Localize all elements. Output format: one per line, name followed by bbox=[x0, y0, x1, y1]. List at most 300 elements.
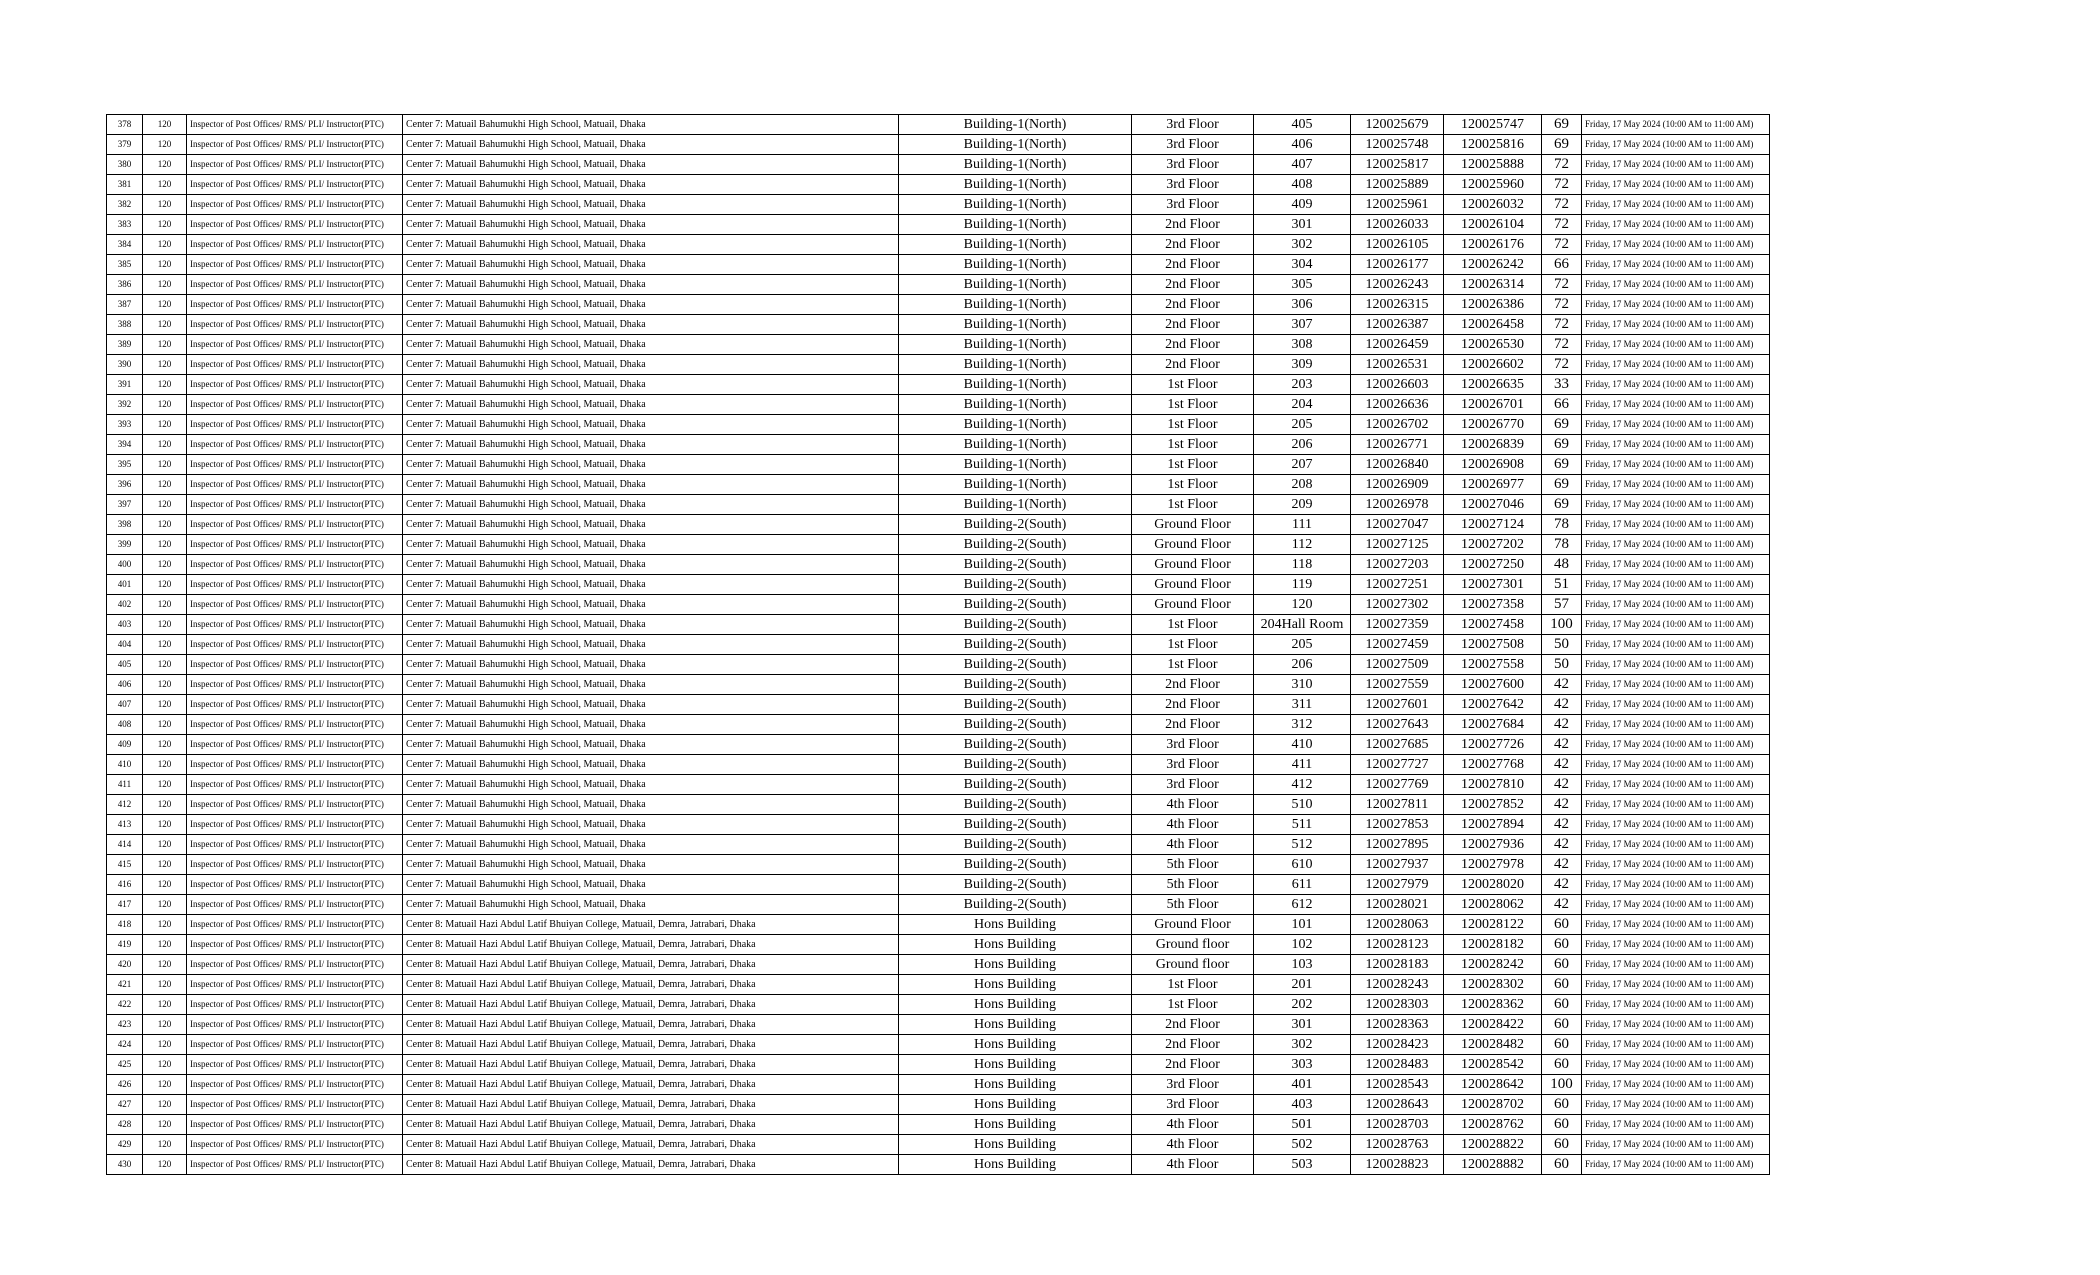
floor-cell: Ground floor bbox=[1132, 935, 1254, 955]
roll-from-cell: 120026243 bbox=[1351, 275, 1444, 295]
total-cell: 42 bbox=[1542, 735, 1582, 755]
post-code-cell: 120 bbox=[143, 1055, 187, 1075]
post-code-cell: 120 bbox=[143, 675, 187, 695]
floor-cell: 2nd Floor bbox=[1132, 1055, 1254, 1075]
post-code-cell: 120 bbox=[143, 615, 187, 635]
serial-cell: 414 bbox=[107, 835, 143, 855]
room-cell: 102 bbox=[1254, 935, 1351, 955]
room-cell: 209 bbox=[1254, 495, 1351, 515]
post-name-cell: Inspector of Post Offices/ RMS/ PLI/ Instructor(PTC) bbox=[187, 435, 403, 455]
total-cell: 60 bbox=[1542, 1035, 1582, 1055]
table-row bbox=[107, 555, 1770, 575]
building-cell: Building-2(South) bbox=[899, 655, 1132, 675]
floor-cell: Ground Floor bbox=[1132, 915, 1254, 935]
post-name-cell: Inspector of Post Offices/ RMS/ PLI/ Instructor(PTC) bbox=[187, 175, 403, 195]
roll-from-cell: 120028363 bbox=[1351, 1015, 1444, 1035]
total-cell: 60 bbox=[1542, 995, 1582, 1015]
roll-from-cell: 120028763 bbox=[1351, 1135, 1444, 1155]
room-cell: 407 bbox=[1254, 155, 1351, 175]
building-cell: Building-1(North) bbox=[899, 195, 1132, 215]
total-cell: 60 bbox=[1542, 1015, 1582, 1035]
roll-from-cell: 120028123 bbox=[1351, 935, 1444, 955]
table-row bbox=[107, 735, 1770, 755]
table-row bbox=[107, 175, 1770, 195]
roll-to-cell: 120027978 bbox=[1444, 855, 1542, 875]
table-row bbox=[107, 775, 1770, 795]
total-cell: 72 bbox=[1542, 275, 1582, 295]
post-name-cell: Inspector of Post Offices/ RMS/ PLI/ Instructor(PTC) bbox=[187, 615, 403, 635]
table-row bbox=[107, 895, 1770, 915]
post-name-cell: Inspector of Post Offices/ RMS/ PLI/ Instructor(PTC) bbox=[187, 515, 403, 535]
exam-center-cell: Center 7: Matuail Bahumukhi High School, Matuail, Dhaka bbox=[403, 895, 899, 915]
total-cell: 69 bbox=[1542, 415, 1582, 435]
table-row bbox=[107, 635, 1770, 655]
building-cell: Building-2(South) bbox=[899, 515, 1132, 535]
roll-to-cell: 120028182 bbox=[1444, 935, 1542, 955]
post-name-cell: Inspector of Post Offices/ RMS/ PLI/ Instructor(PTC) bbox=[187, 355, 403, 375]
floor-cell: 2nd Floor bbox=[1132, 715, 1254, 735]
room-cell: 101 bbox=[1254, 915, 1351, 935]
roll-to-cell: 120026458 bbox=[1444, 315, 1542, 335]
roll-to-cell: 120028242 bbox=[1444, 955, 1542, 975]
exam-date-cell: Friday, 17 May 2024 (10:00 AM to 11:00 AM) bbox=[1582, 1075, 1770, 1095]
serial-cell: 424 bbox=[107, 1035, 143, 1055]
exam-date-cell: Friday, 17 May 2024 (10:00 AM to 11:00 AM) bbox=[1582, 275, 1770, 295]
exam-center-cell: Center 7: Matuail Bahumukhi High School, Matuail, Dhaka bbox=[403, 775, 899, 795]
total-cell: 42 bbox=[1542, 675, 1582, 695]
roll-from-cell: 120026771 bbox=[1351, 435, 1444, 455]
floor-cell: 2nd Floor bbox=[1132, 295, 1254, 315]
building-cell: Hons Building bbox=[899, 1115, 1132, 1135]
post-name-cell: Inspector of Post Offices/ RMS/ PLI/ Instructor(PTC) bbox=[187, 675, 403, 695]
total-cell: 100 bbox=[1542, 615, 1582, 635]
building-cell: Building-2(South) bbox=[899, 635, 1132, 655]
exam-center-cell: Center 8: Matuail Hazi Abdul Latif Bhuiyan College, Matuail, Demra, Jatrabari, Dhaka bbox=[403, 955, 899, 975]
serial-cell: 396 bbox=[107, 475, 143, 495]
exam-center-cell: Center 7: Matuail Bahumukhi High School, Matuail, Dhaka bbox=[403, 875, 899, 895]
post-name-cell: Inspector of Post Offices/ RMS/ PLI/ Instructor(PTC) bbox=[187, 235, 403, 255]
table-row bbox=[107, 815, 1770, 835]
total-cell: 60 bbox=[1542, 915, 1582, 935]
room-cell: 112 bbox=[1254, 535, 1351, 555]
floor-cell: Ground Floor bbox=[1132, 595, 1254, 615]
roll-from-cell: 120026531 bbox=[1351, 355, 1444, 375]
exam-date-cell: Friday, 17 May 2024 (10:00 AM to 11:00 AM) bbox=[1582, 315, 1770, 335]
table-row bbox=[107, 235, 1770, 255]
serial-cell: 407 bbox=[107, 695, 143, 715]
total-cell: 60 bbox=[1542, 1115, 1582, 1135]
table-row bbox=[107, 415, 1770, 435]
floor-cell: 2nd Floor bbox=[1132, 1035, 1254, 1055]
room-cell: 302 bbox=[1254, 1035, 1351, 1055]
post-name-cell: Inspector of Post Offices/ RMS/ PLI/ Instructor(PTC) bbox=[187, 755, 403, 775]
post-name-cell: Inspector of Post Offices/ RMS/ PLI/ Instructor(PTC) bbox=[187, 875, 403, 895]
serial-cell: 404 bbox=[107, 635, 143, 655]
table-row bbox=[107, 755, 1770, 775]
total-cell: 57 bbox=[1542, 595, 1582, 615]
room-cell: 202 bbox=[1254, 995, 1351, 1015]
roll-to-cell: 120027358 bbox=[1444, 595, 1542, 615]
room-cell: 409 bbox=[1254, 195, 1351, 215]
exam-date-cell: Friday, 17 May 2024 (10:00 AM to 11:00 AM) bbox=[1582, 835, 1770, 855]
building-cell: Building-2(South) bbox=[899, 535, 1132, 555]
exam-date-cell: Friday, 17 May 2024 (10:00 AM to 11:00 AM) bbox=[1582, 1035, 1770, 1055]
post-name-cell: Inspector of Post Offices/ RMS/ PLI/ Instructor(PTC) bbox=[187, 415, 403, 435]
total-cell: 48 bbox=[1542, 555, 1582, 575]
floor-cell: 5th Floor bbox=[1132, 855, 1254, 875]
roll-to-cell: 120026770 bbox=[1444, 415, 1542, 435]
room-cell: 118 bbox=[1254, 555, 1351, 575]
total-cell: 69 bbox=[1542, 475, 1582, 495]
roll-from-cell: 120025748 bbox=[1351, 135, 1444, 155]
building-cell: Hons Building bbox=[899, 1055, 1132, 1075]
table-row bbox=[107, 975, 1770, 995]
exam-center-cell: Center 8: Matuail Hazi Abdul Latif Bhuiyan College, Matuail, Demra, Jatrabari, Dhaka bbox=[403, 1095, 899, 1115]
exam-center-cell: Center 7: Matuail Bahumukhi High School, Matuail, Dhaka bbox=[403, 795, 899, 815]
floor-cell: 2nd Floor bbox=[1132, 215, 1254, 235]
roll-to-cell: 120027124 bbox=[1444, 515, 1542, 535]
building-cell: Building-2(South) bbox=[899, 575, 1132, 595]
serial-cell: 390 bbox=[107, 355, 143, 375]
floor-cell: 4th Floor bbox=[1132, 835, 1254, 855]
roll-to-cell: 120028122 bbox=[1444, 915, 1542, 935]
exam-date-cell: Friday, 17 May 2024 (10:00 AM to 11:00 AM) bbox=[1582, 515, 1770, 535]
serial-cell: 416 bbox=[107, 875, 143, 895]
post-name-cell: Inspector of Post Offices/ RMS/ PLI/ Instructor(PTC) bbox=[187, 555, 403, 575]
room-cell: 203 bbox=[1254, 375, 1351, 395]
floor-cell: 4th Floor bbox=[1132, 1155, 1254, 1175]
table-row bbox=[107, 295, 1770, 315]
table-row bbox=[107, 575, 1770, 595]
floor-cell: Ground Floor bbox=[1132, 515, 1254, 535]
exam-date-cell: Friday, 17 May 2024 (10:00 AM to 11:00 AM) bbox=[1582, 855, 1770, 875]
roll-to-cell: 120026635 bbox=[1444, 375, 1542, 395]
post-name-cell: Inspector of Post Offices/ RMS/ PLI/ Instructor(PTC) bbox=[187, 895, 403, 915]
floor-cell: 1st Floor bbox=[1132, 455, 1254, 475]
serial-cell: 381 bbox=[107, 175, 143, 195]
total-cell: 72 bbox=[1542, 335, 1582, 355]
roll-to-cell: 120027894 bbox=[1444, 815, 1542, 835]
table-row bbox=[107, 855, 1770, 875]
room-cell: 401 bbox=[1254, 1075, 1351, 1095]
exam-date-cell: Friday, 17 May 2024 (10:00 AM to 11:00 AM) bbox=[1582, 535, 1770, 555]
floor-cell: 3rd Floor bbox=[1132, 735, 1254, 755]
exam-center-cell: Center 8: Matuail Hazi Abdul Latif Bhuiyan College, Matuail, Demra, Jatrabari, Dhaka bbox=[403, 935, 899, 955]
roll-from-cell: 120026702 bbox=[1351, 415, 1444, 435]
exam-center-cell: Center 7: Matuail Bahumukhi High School, Matuail, Dhaka bbox=[403, 375, 899, 395]
roll-to-cell: 120025960 bbox=[1444, 175, 1542, 195]
building-cell: Building-2(South) bbox=[899, 895, 1132, 915]
roll-to-cell: 120025747 bbox=[1444, 115, 1542, 135]
room-cell: 309 bbox=[1254, 355, 1351, 375]
post-code-cell: 120 bbox=[143, 215, 187, 235]
table-row bbox=[107, 515, 1770, 535]
post-name-cell: Inspector of Post Offices/ RMS/ PLI/ Instructor(PTC) bbox=[187, 335, 403, 355]
exam-center-cell: Center 8: Matuail Hazi Abdul Latif Bhuiyan College, Matuail, Demra, Jatrabari, Dhaka bbox=[403, 1135, 899, 1155]
roll-to-cell: 120027250 bbox=[1444, 555, 1542, 575]
room-cell: 610 bbox=[1254, 855, 1351, 875]
total-cell: 42 bbox=[1542, 775, 1582, 795]
post-name-cell: Inspector of Post Offices/ RMS/ PLI/ Instructor(PTC) bbox=[187, 595, 403, 615]
table-row bbox=[107, 715, 1770, 735]
post-name-cell: Inspector of Post Offices/ RMS/ PLI/ Instructor(PTC) bbox=[187, 995, 403, 1015]
post-name-cell: Inspector of Post Offices/ RMS/ PLI/ Instructor(PTC) bbox=[187, 455, 403, 475]
room-cell: 502 bbox=[1254, 1135, 1351, 1155]
floor-cell: Ground Floor bbox=[1132, 575, 1254, 595]
room-cell: 306 bbox=[1254, 295, 1351, 315]
building-cell: Building-2(South) bbox=[899, 675, 1132, 695]
roll-from-cell: 120028643 bbox=[1351, 1095, 1444, 1115]
roll-to-cell: 120026314 bbox=[1444, 275, 1542, 295]
exam-date-cell: Friday, 17 May 2024 (10:00 AM to 11:00 AM) bbox=[1582, 1155, 1770, 1175]
room-cell: 410 bbox=[1254, 735, 1351, 755]
post-name-cell: Inspector of Post Offices/ RMS/ PLI/ Instructor(PTC) bbox=[187, 275, 403, 295]
room-cell: 308 bbox=[1254, 335, 1351, 355]
building-cell: Building-2(South) bbox=[899, 715, 1132, 735]
exam-center-cell: Center 7: Matuail Bahumukhi High School, Matuail, Dhaka bbox=[403, 435, 899, 455]
room-cell: 204 bbox=[1254, 395, 1351, 415]
exam-center-cell: Center 7: Matuail Bahumukhi High School, Matuail, Dhaka bbox=[403, 855, 899, 875]
exam-date-cell: Friday, 17 May 2024 (10:00 AM to 11:00 AM) bbox=[1582, 115, 1770, 135]
serial-cell: 400 bbox=[107, 555, 143, 575]
building-cell: Hons Building bbox=[899, 1035, 1132, 1055]
roll-to-cell: 120026977 bbox=[1444, 475, 1542, 495]
post-code-cell: 120 bbox=[143, 1075, 187, 1095]
room-cell: 303 bbox=[1254, 1055, 1351, 1075]
roll-from-cell: 120027685 bbox=[1351, 735, 1444, 755]
floor-cell: 2nd Floor bbox=[1132, 235, 1254, 255]
serial-cell: 378 bbox=[107, 115, 143, 135]
post-name-cell: Inspector of Post Offices/ RMS/ PLI/ Instructor(PTC) bbox=[187, 1155, 403, 1175]
building-cell: Building-1(North) bbox=[899, 355, 1132, 375]
roll-to-cell: 120026908 bbox=[1444, 455, 1542, 475]
total-cell: 42 bbox=[1542, 815, 1582, 835]
roll-from-cell: 120027643 bbox=[1351, 715, 1444, 735]
roll-to-cell: 120027046 bbox=[1444, 495, 1542, 515]
room-cell: 403 bbox=[1254, 1095, 1351, 1115]
post-name-cell: Inspector of Post Offices/ RMS/ PLI/ Instructor(PTC) bbox=[187, 775, 403, 795]
floor-cell: 1st Floor bbox=[1132, 475, 1254, 495]
exam-date-cell: Friday, 17 May 2024 (10:00 AM to 11:00 AM) bbox=[1582, 355, 1770, 375]
post-code-cell: 120 bbox=[143, 935, 187, 955]
exam-date-cell: Friday, 17 May 2024 (10:00 AM to 11:00 AM) bbox=[1582, 1135, 1770, 1155]
building-cell: Building-1(North) bbox=[899, 435, 1132, 455]
exam-date-cell: Friday, 17 May 2024 (10:00 AM to 11:00 AM) bbox=[1582, 575, 1770, 595]
exam-date-cell: Friday, 17 May 2024 (10:00 AM to 11:00 AM) bbox=[1582, 295, 1770, 315]
serial-cell: 410 bbox=[107, 755, 143, 775]
exam-center-cell: Center 8: Matuail Hazi Abdul Latif Bhuiyan College, Matuail, Demra, Jatrabari, Dhaka bbox=[403, 1155, 899, 1175]
exam-date-cell: Friday, 17 May 2024 (10:00 AM to 11:00 AM) bbox=[1582, 775, 1770, 795]
roll-from-cell: 120026177 bbox=[1351, 255, 1444, 275]
exam-center-cell: Center 7: Matuail Bahumukhi High School, Matuail, Dhaka bbox=[403, 655, 899, 675]
room-cell: 501 bbox=[1254, 1115, 1351, 1135]
room-cell: 207 bbox=[1254, 455, 1351, 475]
roll-from-cell: 120027727 bbox=[1351, 755, 1444, 775]
floor-cell: 3rd Floor bbox=[1132, 175, 1254, 195]
serial-cell: 428 bbox=[107, 1115, 143, 1135]
post-name-cell: Inspector of Post Offices/ RMS/ PLI/ Instructor(PTC) bbox=[187, 255, 403, 275]
post-code-cell: 120 bbox=[143, 795, 187, 815]
serial-cell: 394 bbox=[107, 435, 143, 455]
room-cell: 205 bbox=[1254, 415, 1351, 435]
post-code-cell: 120 bbox=[143, 135, 187, 155]
exam-date-cell: Friday, 17 May 2024 (10:00 AM to 11:00 AM) bbox=[1582, 175, 1770, 195]
exam-date-cell: Friday, 17 May 2024 (10:00 AM to 11:00 AM) bbox=[1582, 235, 1770, 255]
exam-date-cell: Friday, 17 May 2024 (10:00 AM to 11:00 AM) bbox=[1582, 955, 1770, 975]
exam-center-cell: Center 7: Matuail Bahumukhi High School, Matuail, Dhaka bbox=[403, 575, 899, 595]
roll-from-cell: 120028703 bbox=[1351, 1115, 1444, 1135]
building-cell: Building-1(North) bbox=[899, 235, 1132, 255]
post-name-cell: Inspector of Post Offices/ RMS/ PLI/ Instructor(PTC) bbox=[187, 495, 403, 515]
floor-cell: 4th Floor bbox=[1132, 1115, 1254, 1135]
roll-to-cell: 120026176 bbox=[1444, 235, 1542, 255]
floor-cell: 1st Floor bbox=[1132, 615, 1254, 635]
exam-date-cell: Friday, 17 May 2024 (10:00 AM to 11:00 AM) bbox=[1582, 375, 1770, 395]
serial-cell: 380 bbox=[107, 155, 143, 175]
serial-cell: 403 bbox=[107, 615, 143, 635]
post-code-cell: 120 bbox=[143, 855, 187, 875]
serial-cell: 411 bbox=[107, 775, 143, 795]
table-row bbox=[107, 915, 1770, 935]
exam-center-cell: Center 7: Matuail Bahumukhi High School, Matuail, Dhaka bbox=[403, 175, 899, 195]
post-code-cell: 120 bbox=[143, 835, 187, 855]
roll-from-cell: 120027559 bbox=[1351, 675, 1444, 695]
post-name-cell: Inspector of Post Offices/ RMS/ PLI/ Instructor(PTC) bbox=[187, 935, 403, 955]
floor-cell: 2nd Floor bbox=[1132, 275, 1254, 295]
table-row bbox=[107, 215, 1770, 235]
roll-to-cell: 120028702 bbox=[1444, 1095, 1542, 1115]
building-cell: Building-2(South) bbox=[899, 755, 1132, 775]
total-cell: 42 bbox=[1542, 695, 1582, 715]
room-cell: 408 bbox=[1254, 175, 1351, 195]
roll-to-cell: 120027852 bbox=[1444, 795, 1542, 815]
post-code-cell: 120 bbox=[143, 1135, 187, 1155]
room-cell: 510 bbox=[1254, 795, 1351, 815]
post-name-cell: Inspector of Post Offices/ RMS/ PLI/ Instructor(PTC) bbox=[187, 1095, 403, 1115]
post-name-cell: Inspector of Post Offices/ RMS/ PLI/ Instructor(PTC) bbox=[187, 855, 403, 875]
exam-center-cell: Center 7: Matuail Bahumukhi High School, Matuail, Dhaka bbox=[403, 515, 899, 535]
total-cell: 72 bbox=[1542, 235, 1582, 255]
room-cell: 411 bbox=[1254, 755, 1351, 775]
building-cell: Building-1(North) bbox=[899, 375, 1132, 395]
roll-to-cell: 120026602 bbox=[1444, 355, 1542, 375]
room-cell: 503 bbox=[1254, 1155, 1351, 1175]
total-cell: 69 bbox=[1542, 435, 1582, 455]
roll-from-cell: 120027047 bbox=[1351, 515, 1444, 535]
roll-to-cell: 120027458 bbox=[1444, 615, 1542, 635]
serial-cell: 406 bbox=[107, 675, 143, 695]
total-cell: 78 bbox=[1542, 535, 1582, 555]
exam-center-cell: Center 7: Matuail Bahumukhi High School, Matuail, Dhaka bbox=[403, 135, 899, 155]
roll-from-cell: 120027937 bbox=[1351, 855, 1444, 875]
exam-center-cell: Center 7: Matuail Bahumukhi High School, Matuail, Dhaka bbox=[403, 595, 899, 615]
building-cell: Building-1(North) bbox=[899, 215, 1132, 235]
table-row bbox=[107, 335, 1770, 355]
room-cell: 119 bbox=[1254, 575, 1351, 595]
serial-cell: 386 bbox=[107, 275, 143, 295]
floor-cell: 2nd Floor bbox=[1132, 335, 1254, 355]
floor-cell: 3rd Floor bbox=[1132, 155, 1254, 175]
total-cell: 72 bbox=[1542, 355, 1582, 375]
room-cell: 204Hall Room bbox=[1254, 615, 1351, 635]
total-cell: 42 bbox=[1542, 715, 1582, 735]
building-cell: Building-1(North) bbox=[899, 395, 1132, 415]
post-code-cell: 120 bbox=[143, 595, 187, 615]
serial-cell: 417 bbox=[107, 895, 143, 915]
total-cell: 72 bbox=[1542, 195, 1582, 215]
total-cell: 72 bbox=[1542, 155, 1582, 175]
table-row bbox=[107, 1035, 1770, 1055]
post-name-cell: Inspector of Post Offices/ RMS/ PLI/ Instructor(PTC) bbox=[187, 735, 403, 755]
total-cell: 50 bbox=[1542, 635, 1582, 655]
exam-center-cell: Center 7: Matuail Bahumukhi High School, Matuail, Dhaka bbox=[403, 155, 899, 175]
exam-date-cell: Friday, 17 May 2024 (10:00 AM to 11:00 AM) bbox=[1582, 735, 1770, 755]
roll-from-cell: 120027601 bbox=[1351, 695, 1444, 715]
floor-cell: 2nd Floor bbox=[1132, 695, 1254, 715]
exam-date-cell: Friday, 17 May 2024 (10:00 AM to 11:00 AM) bbox=[1582, 555, 1770, 575]
table-row bbox=[107, 1095, 1770, 1115]
building-cell: Building-2(South) bbox=[899, 875, 1132, 895]
roll-from-cell: 120028021 bbox=[1351, 895, 1444, 915]
exam-date-cell: Friday, 17 May 2024 (10:00 AM to 11:00 AM) bbox=[1582, 415, 1770, 435]
exam-center-cell: Center 7: Matuail Bahumukhi High School, Matuail, Dhaka bbox=[403, 715, 899, 735]
floor-cell: 1st Floor bbox=[1132, 395, 1254, 415]
post-code-cell: 120 bbox=[143, 395, 187, 415]
table-row bbox=[107, 355, 1770, 375]
table-row bbox=[107, 1135, 1770, 1155]
total-cell: 72 bbox=[1542, 215, 1582, 235]
floor-cell: 1st Floor bbox=[1132, 655, 1254, 675]
post-name-cell: Inspector of Post Offices/ RMS/ PLI/ Instructor(PTC) bbox=[187, 115, 403, 135]
serial-cell: 426 bbox=[107, 1075, 143, 1095]
total-cell: 50 bbox=[1542, 655, 1582, 675]
exam-date-cell: Friday, 17 May 2024 (10:00 AM to 11:00 AM) bbox=[1582, 795, 1770, 815]
exam-date-cell: Friday, 17 May 2024 (10:00 AM to 11:00 AM) bbox=[1582, 155, 1770, 175]
exam-date-cell: Friday, 17 May 2024 (10:00 AM to 11:00 AM) bbox=[1582, 1015, 1770, 1035]
post-code-cell: 120 bbox=[143, 635, 187, 655]
total-cell: 78 bbox=[1542, 515, 1582, 535]
floor-cell: 3rd Floor bbox=[1132, 115, 1254, 135]
floor-cell: 1st Floor bbox=[1132, 995, 1254, 1015]
post-code-cell: 120 bbox=[143, 955, 187, 975]
floor-cell: Ground Floor bbox=[1132, 535, 1254, 555]
roll-from-cell: 120027359 bbox=[1351, 615, 1444, 635]
serial-cell: 409 bbox=[107, 735, 143, 755]
exam-date-cell: Friday, 17 May 2024 (10:00 AM to 11:00 AM) bbox=[1582, 395, 1770, 415]
post-name-cell: Inspector of Post Offices/ RMS/ PLI/ Instructor(PTC) bbox=[187, 815, 403, 835]
serial-cell: 425 bbox=[107, 1055, 143, 1075]
serial-cell: 385 bbox=[107, 255, 143, 275]
serial-cell: 393 bbox=[107, 415, 143, 435]
post-code-cell: 120 bbox=[143, 235, 187, 255]
exam-center-cell: Center 7: Matuail Bahumukhi High School, Matuail, Dhaka bbox=[403, 555, 899, 575]
exam-center-cell: Center 7: Matuail Bahumukhi High School, Matuail, Dhaka bbox=[403, 315, 899, 335]
room-cell: 405 bbox=[1254, 115, 1351, 135]
total-cell: 60 bbox=[1542, 1055, 1582, 1075]
floor-cell: 1st Floor bbox=[1132, 495, 1254, 515]
roll-to-cell: 120027642 bbox=[1444, 695, 1542, 715]
table-row bbox=[107, 455, 1770, 475]
exam-date-cell: Friday, 17 May 2024 (10:00 AM to 11:00 AM) bbox=[1582, 475, 1770, 495]
room-cell: 301 bbox=[1254, 1015, 1351, 1035]
floor-cell: 4th Floor bbox=[1132, 795, 1254, 815]
serial-cell: 402 bbox=[107, 595, 143, 615]
serial-cell: 401 bbox=[107, 575, 143, 595]
exam-center-cell: Center 7: Matuail Bahumukhi High School, Matuail, Dhaka bbox=[403, 295, 899, 315]
post-name-cell: Inspector of Post Offices/ RMS/ PLI/ Instructor(PTC) bbox=[187, 1115, 403, 1135]
serial-cell: 412 bbox=[107, 795, 143, 815]
table-row bbox=[107, 535, 1770, 555]
